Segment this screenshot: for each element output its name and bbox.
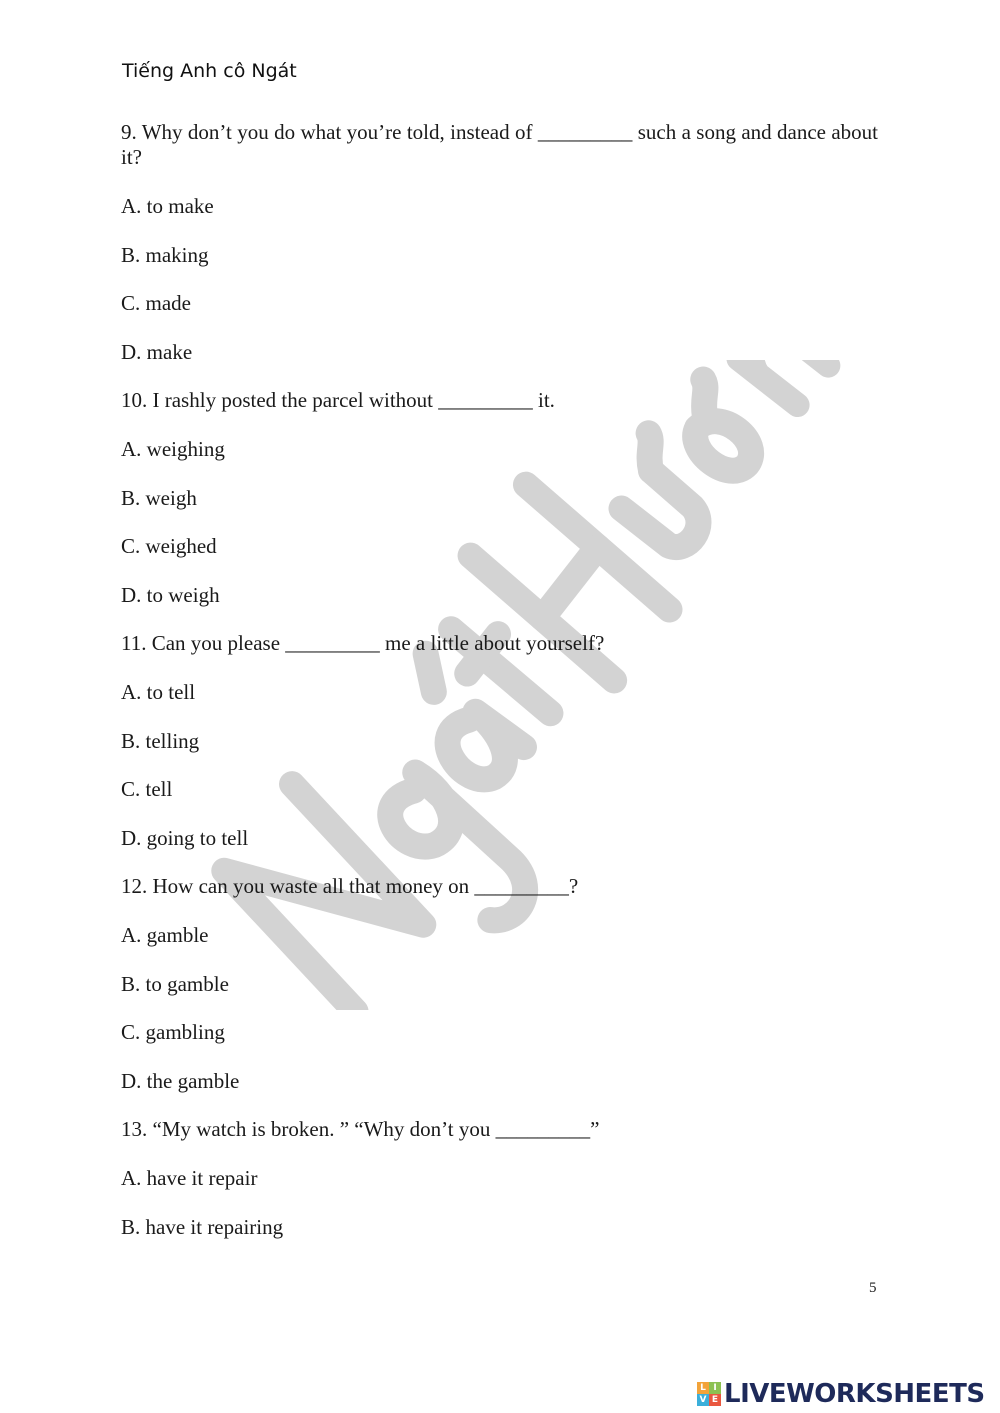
question-11-option-b[interactable]: B. telling [121, 729, 200, 753]
question-12-option-d[interactable]: D. the gamble [121, 1069, 240, 1093]
logo-letter-e: E [709, 1394, 721, 1406]
question-10-text: 10. I rashly posted the parcel without _________ it. [121, 388, 555, 412]
logo-letter-l: L [697, 1382, 709, 1394]
question-10-option-a[interactable]: A. weighing [121, 437, 225, 461]
question-9-option-b[interactable]: B. making [121, 243, 209, 267]
question-9-option-d[interactable]: D. make [121, 340, 193, 364]
question-9-option-c[interactable]: C. made [121, 291, 191, 315]
question-13-text: 13. “My watch is broken. ” “Why don’t you _________” [121, 1117, 600, 1141]
question-9-option-a[interactable]: A. to make [121, 194, 214, 218]
liveworksheets-logo-icon [697, 1382, 721, 1406]
logo-letter-i: I [709, 1382, 721, 1394]
question-11-option-d[interactable]: D. going to tell [121, 826, 249, 850]
question-13-option-a[interactable]: A. have it repair [121, 1166, 258, 1190]
question-9-text: 9. Why don’t you do what you’re told, instead of _________ such a song and dance about it? [121, 120, 878, 169]
page-number: 5 [869, 1280, 877, 1296]
question-13-option-b[interactable]: B. have it repairing [121, 1215, 284, 1239]
question-11-option-a[interactable]: A. to tell [121, 680, 196, 704]
question-12-option-a[interactable]: A. gamble [121, 923, 209, 947]
question-12-text: 12. How can you waste all that money on _________? [121, 874, 579, 898]
worksheet-header: Tiếng Anh cô Ngát [122, 60, 297, 82]
question-11-option-c[interactable]: C. tell [121, 777, 173, 801]
question-10-option-b[interactable]: B. weigh [121, 486, 197, 510]
question-12-option-c[interactable]: C. gambling [121, 1020, 225, 1044]
logo-letter-v: V [697, 1394, 709, 1406]
liveworksheets-wordmark: LIVEWORKSHEETS [724, 1379, 985, 1409]
question-11-text: 11. Can you please _________ me a little about yourself? [121, 631, 605, 655]
question-12-option-b[interactable]: B. to gamble [121, 972, 229, 996]
liveworksheets-brand[interactable] [697, 1376, 985, 1412]
question-10-option-d[interactable]: D. to weigh [121, 583, 220, 607]
question-10-option-c[interactable]: C. weighed [121, 534, 217, 558]
